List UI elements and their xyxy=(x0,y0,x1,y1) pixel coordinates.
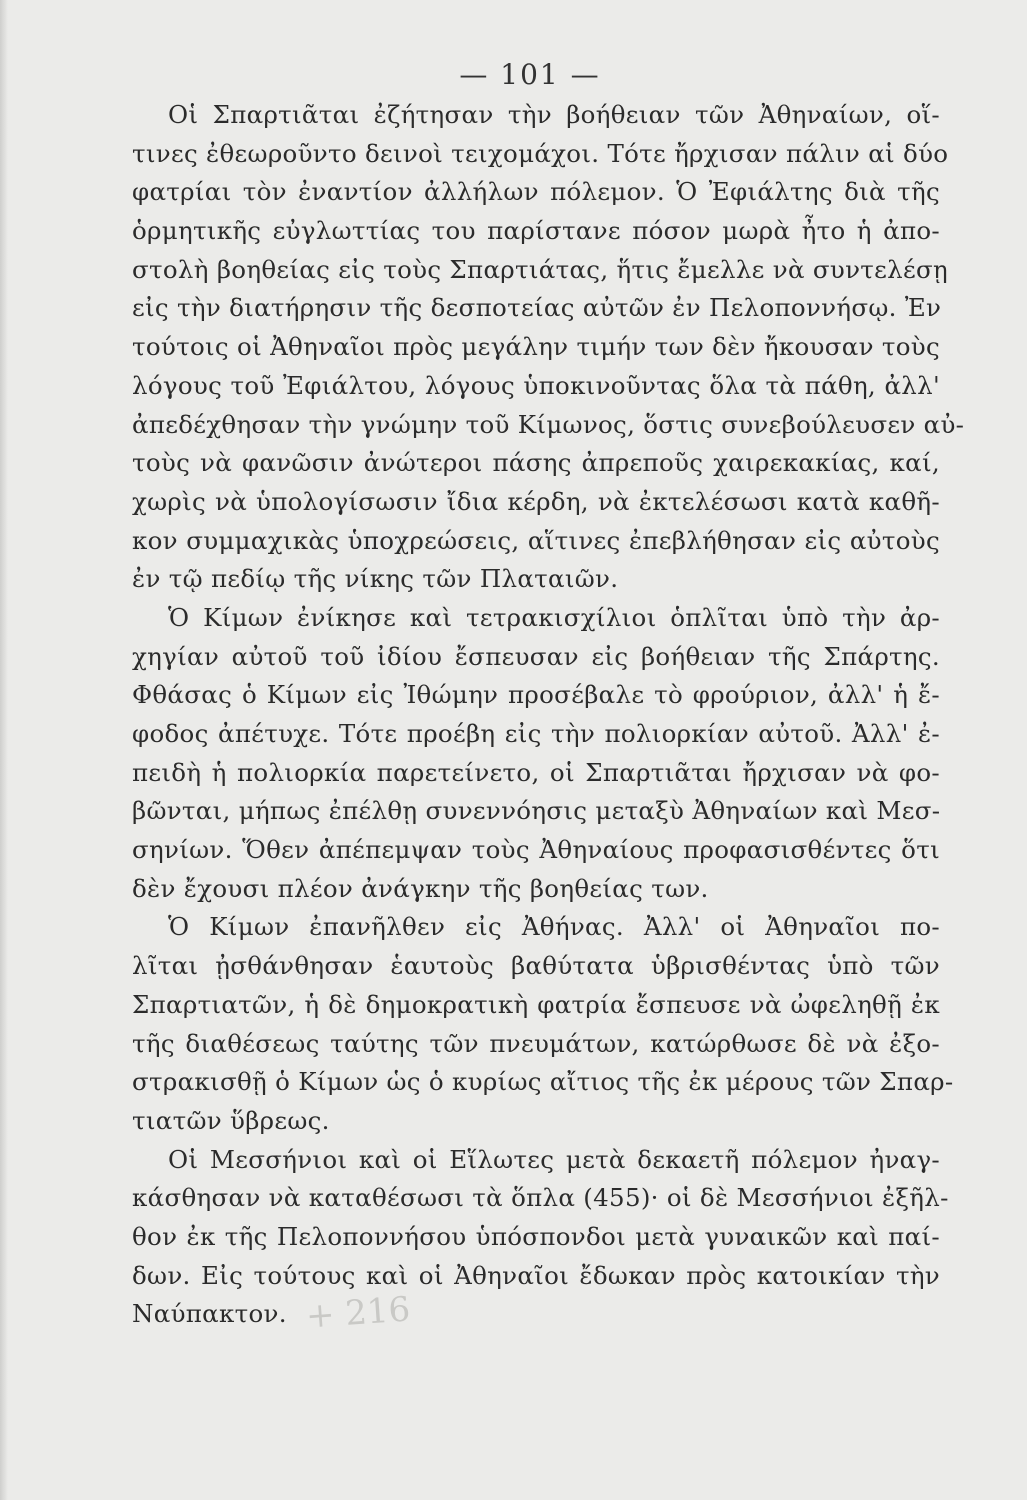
paragraph xyxy=(132,908,954,1140)
text-line: Οἱ Σπαρτιᾶται ἐζήτησαν τὴν βοήθειαν τῶν Ἀθηναίων, οἵ- xyxy=(168,100,940,129)
page-binding-edge xyxy=(0,0,8,1500)
text-line: θον ἐκ τῆς Πελοποννήσου ὑπόσπονδοι μετὰ γυναικῶν καὶ παί- xyxy=(132,1221,940,1251)
text-line: τῆς διαθέσεως ταύτης τῶν πνευμάτων, κατώρθωσε δὲ νὰ ἐξο- xyxy=(132,1028,940,1058)
text-line: βῶνται, μήπως ἐπέλθῃ συνεννόησις μεταξὺ Ἀθηναίων καὶ Μεσ- xyxy=(132,796,941,826)
body-text xyxy=(132,96,965,1337)
text-line: ἀπεδέχθησαν τὴν γνώμην τοῦ Κίμωνος, ὅστις συνεβούλευσεν αὐ- xyxy=(132,409,965,439)
text-line: ὁρμητικῆς εὐγλωττίας του παρίστανε πόσον μωρὰ ἦτο ἡ ἀπο- xyxy=(132,216,940,246)
text-line: φοδος ἀπέτυχε. Τότε προέβη εἰς τὴν πολιορκίαν αὐτοῦ. Ἀλλ' ἐ- xyxy=(132,719,940,748)
pencil-annotation: + 216 xyxy=(304,1289,412,1337)
text-line: τοὺς νὰ φανῶσιν ἀνώτεροι πάσης ἀπρεποῦς χαιρεκακίας, καί, xyxy=(132,448,940,478)
text-line: Σπαρτιατῶν, ἡ δὲ δημοκρατικὴ φατρία ἔσπευσε νὰ ὠφεληθῇ ἐκ xyxy=(132,989,940,1019)
text-line: τούτοις οἱ Ἀθηναῖοι πρὸς μεγάλην τιμήν των δὲν ἤκουσαν τοὺς xyxy=(132,332,940,362)
text-line: Φθάσας ὁ Κίμων εἰς Ἰθώμην προσέβαλε τὸ φρούριον, ἀλλ' ἡ ἔ- xyxy=(132,680,940,710)
page-number: — 101 — xyxy=(459,58,601,91)
text-line: πειδὴ ἡ πολιορκία παρετείνετο, οἱ Σπαρτιᾶται ἤρχισαν νὰ φο- xyxy=(132,757,940,787)
paragraph xyxy=(132,599,940,909)
paragraph xyxy=(132,1141,949,1337)
text-line: στολὴ βοηθείας εἰς τοὺς Σπαρτιάτας, ἥτις ἔμελλε νὰ συντελέσῃ xyxy=(132,254,948,284)
text-line: λῖται ᾐσθάνθησαν ἑαυτοὺς βαθύτατα ὑβρισθέντας ὑπὸ τῶν xyxy=(132,951,940,981)
paragraph xyxy=(132,96,965,599)
text-line: Οἱ Μεσσήνιοι καὶ οἱ Εἵλωτες μετὰ δεκαετῆ πόλεμον ἠναγ- xyxy=(168,1144,940,1174)
text-line: τινες ἐθεωροῦντο δεινοὶ τειχομάχοι. Τότε ἤρχισαν πάλιν αἱ δύο xyxy=(132,138,949,168)
text-line: Ὁ Κίμων ἐνίκησε καὶ τετρακισχίλιοι ὁπλῖται ὑπὸ τὴν ἀρ- xyxy=(168,602,940,632)
text-line: Ὁ Κίμων ἐπανῆλθεν εἰς Ἀθήνας. Ἀλλ' οἱ Ἀθηναῖοι πο- xyxy=(168,912,940,942)
text-line: φατρίαι τὸν ἐναντίον ἀλλήλων πόλεμον. Ὁ Ἐφιάλτης διὰ τῆς xyxy=(132,177,940,207)
text-line: κον συμμαχικὰς ὑποχρεώσεις, αἵτινες ἐπεβλήθησαν εἰς αὐτοὺς xyxy=(132,525,940,555)
text-line: δὲν ἔχουσι πλέον ἀνάγκην τῆς βοηθείας των. xyxy=(132,873,709,903)
text-line: σηνίων. Ὅθεν ἀπέπεμψαν τοὺς Ἀθηναίους προφασισθέντες ὅτι xyxy=(132,835,940,865)
text-line: χηγίαν αὐτοῦ τοῦ ἰδίου ἔσπευσαν εἰς βοήθειαν τῆς Σπάρτης. xyxy=(132,641,940,671)
text-line: χωρὶς νὰ ὑπολογίσωσιν ἴδια κέρδη, νὰ ἐκτελέσωσι κατὰ καθῆ- xyxy=(132,486,940,516)
text-line: ἐν τῷ πεδίῳ τῆς νίκης τῶν Πλαταιῶν. xyxy=(132,564,619,594)
text-line: δων. Εἰς τούτους καὶ οἱ Ἀθηναῖοι ἔδωκαν πρὸς κατοικίαν τὴν xyxy=(132,1260,940,1290)
text-line: Ναύπακτον. xyxy=(132,1299,287,1329)
text-line: στρακισθῇ ὁ Κίμων ὡς ὁ κυρίως αἴτιος τῆς ἐκ μέρους τῶν Σπαρ- xyxy=(132,1067,954,1097)
text-line: λόγους τοῦ Ἐφιάλτου, λόγους ὑποκινοῦντας ὅλα τὰ πάθη, ἀλλ' xyxy=(132,370,940,400)
text-line: τιατῶν ὕβρεως. xyxy=(132,1105,330,1135)
text-line: κάσθησαν νὰ καταθέσωσι τὰ ὅπλα (455)· οἱ δὲ Μεσσήνιοι ἐξῆλ- xyxy=(132,1183,949,1213)
text-line: εἰς τὴν διατήρησιν τῆς δεσποτείας αὐτῶν ἐν Πελοποννήσῳ. Ἐν xyxy=(132,293,942,323)
